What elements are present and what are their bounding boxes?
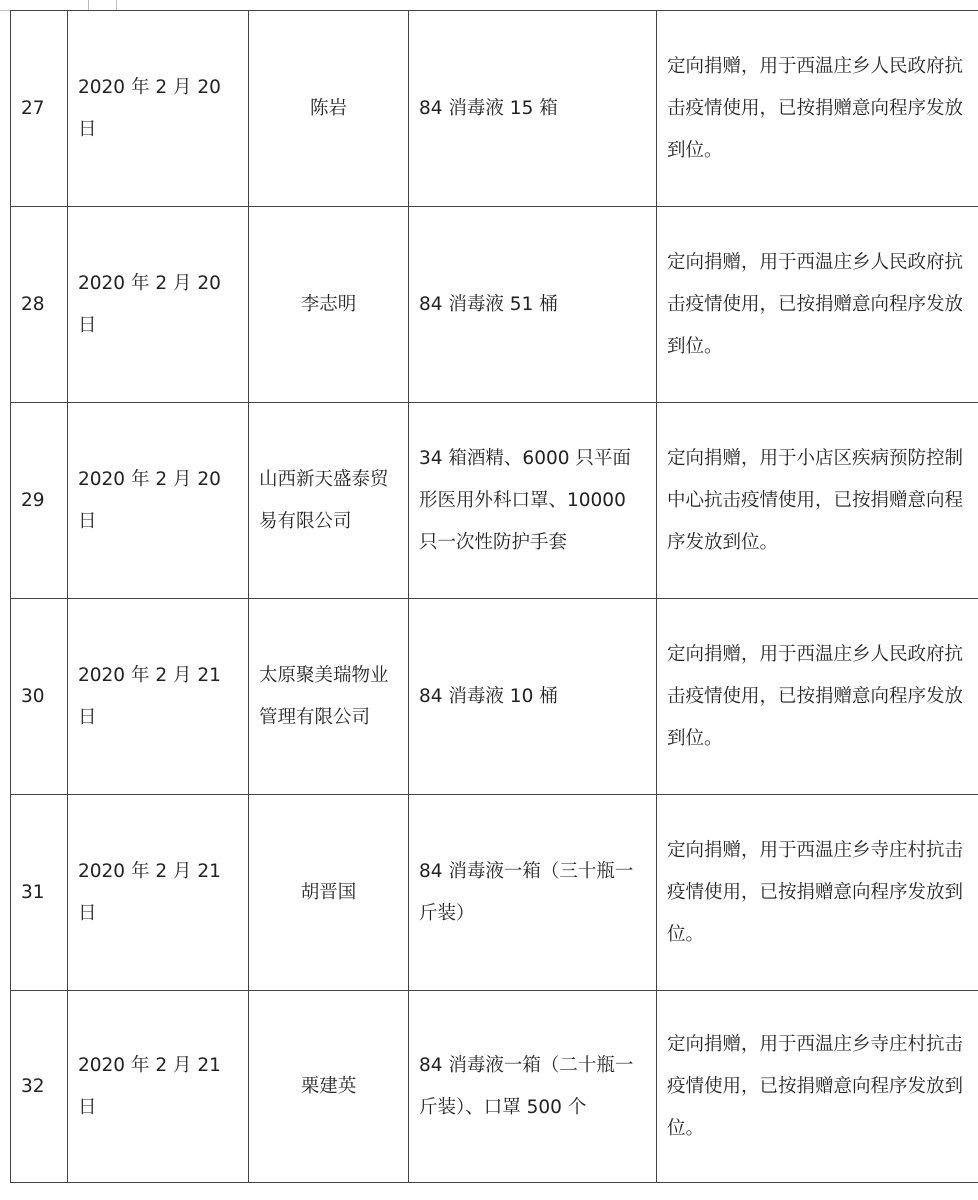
donation-date: 2020 年 2 月 21 日 — [68, 991, 249, 1183]
donated-items: 84 消毒液一箱（二十瓶一斤装）、口罩 500 个 — [409, 991, 657, 1183]
usage-note: 定向捐赠，用于西温庄乡寺庄村抗击疫情使用，已按捐赠意向程序发放到位。 — [657, 991, 978, 1183]
row-number: 30 — [11, 599, 68, 795]
donor-name: 陈岩 — [249, 11, 409, 207]
row-number: 32 — [11, 991, 68, 1183]
usage-note: 定向捐赠，用于西温庄乡寺庄村抗击疫情使用，已按捐赠意向程序发放到位。 — [657, 795, 978, 991]
donation-table — [10, 10, 978, 1183]
usage-note: 定向捐赠，用于西温庄乡人民政府抗击疫情使用，已按捐赠意向程序发放到位。 — [657, 11, 978, 207]
donation-date: 2020 年 2 月 20 日 — [68, 403, 249, 599]
donated-items: 84 消毒液 15 箱 — [409, 11, 657, 207]
donation-date: 2020 年 2 月 21 日 — [68, 599, 249, 795]
table-row — [11, 599, 978, 795]
donated-items: 34 箱酒精、6000 只平面形医用外科口罩、10000 只一次性防护手套 — [409, 403, 657, 599]
donated-items: 84 消毒液 10 桶 — [409, 599, 657, 795]
table-row — [11, 403, 978, 599]
donated-items: 84 消毒液一箱（三十瓶一斤装） — [409, 795, 657, 991]
donated-items: 84 消毒液 51 桶 — [409, 207, 657, 403]
donor-name: 李志明 — [249, 207, 409, 403]
donation-date: 2020 年 2 月 20 日 — [68, 207, 249, 403]
row-number: 29 — [11, 403, 68, 599]
donor-name: 山西新天盛泰贸易有限公司 — [249, 403, 409, 599]
usage-note: 定向捐赠，用于西温庄乡人民政府抗击疫情使用，已按捐赠意向程序发放到位。 — [657, 599, 978, 795]
column-divider — [116, 0, 117, 10]
donation-date: 2020 年 2 月 20 日 — [68, 11, 249, 207]
usage-note: 定向捐赠，用于小店区疾病预防控制中心抗击疫情使用，已按捐赠意向程序发放到位。 — [657, 403, 978, 599]
table-row — [11, 11, 978, 207]
donor-name: 胡晋国 — [249, 795, 409, 991]
row-number: 31 — [11, 795, 68, 991]
column-divider — [88, 0, 89, 10]
table-row — [11, 795, 978, 991]
donation-date: 2020 年 2 月 21 日 — [68, 795, 249, 991]
donor-name: 栗建英 — [249, 991, 409, 1183]
table-row — [11, 207, 978, 403]
usage-note: 定向捐赠，用于西温庄乡人民政府抗击疫情使用，已按捐赠意向程序发放到位。 — [657, 207, 978, 403]
row-number: 27 — [11, 11, 68, 207]
donor-name: 太原聚美瑞物业管理有限公司 — [249, 599, 409, 795]
row-number: 28 — [11, 207, 68, 403]
table-row — [11, 991, 978, 1183]
